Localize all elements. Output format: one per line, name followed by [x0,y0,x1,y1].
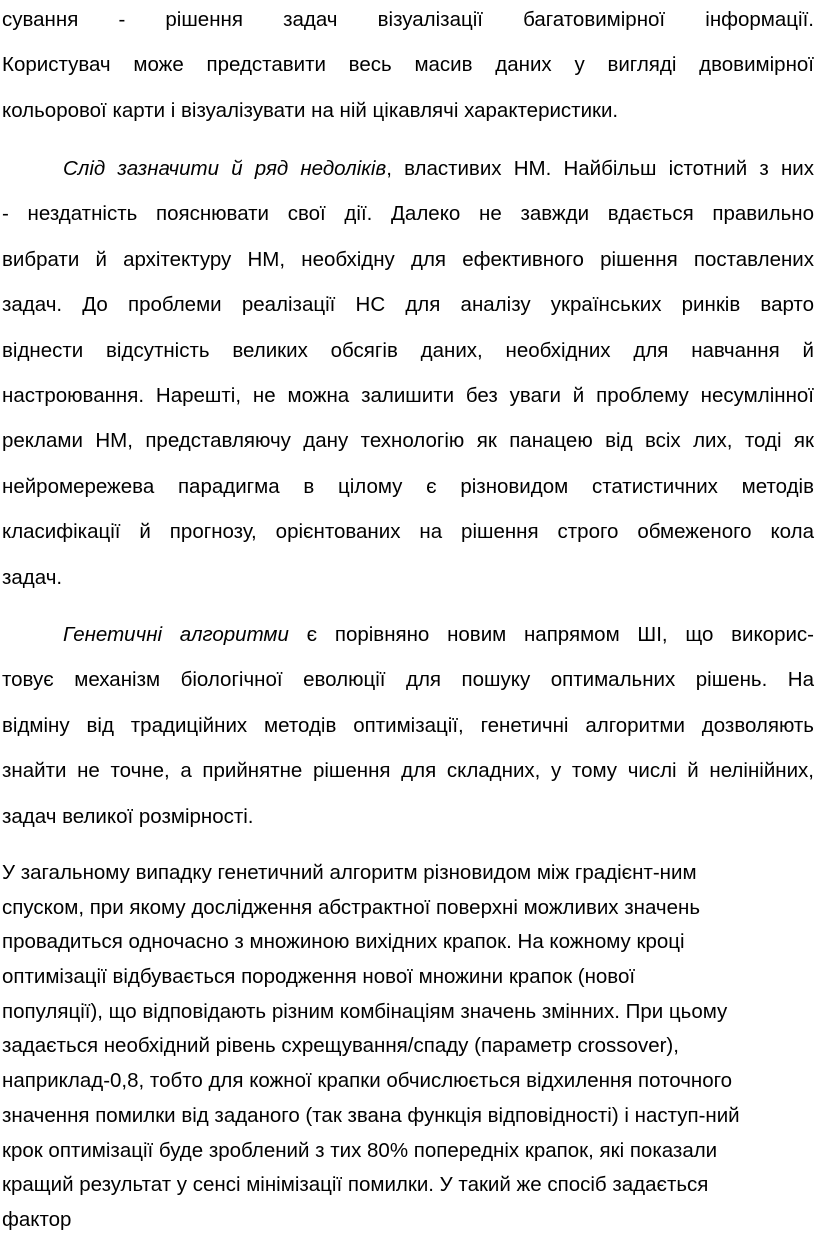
text-line: задач. [2,565,63,589]
text-line: вибрати й архітектуру НМ, необхідну для ефективного рішення поставлених [2,247,814,271]
text-line: наприклад-0,8, тобто для кожної крапки обчислюється відхилення поточного [2,1069,733,1093]
text-line: крок оптимізації буде зроблений з тих 80% попередніх крапок, які показали [2,1138,718,1162]
paragraph-2 [2,146,814,600]
italic-lead: Генетичні алгоритми [63,623,289,646]
text-line: популяції), що відповідають різним комбінаціям значень змінних. При цьому [2,999,728,1023]
paragraph-3 [2,612,814,839]
text-line: значення помилки від заданого (так звана функція відповідності) і наступ-ний [2,1103,740,1127]
text-line: відміну від традиційних методів оптимізації, генетичні алгоритми дозволяють [2,713,814,737]
text-line: У загальному випадку генетичний алгоритм різновидом між градієнт-ним [2,861,697,884]
text-line: реклами НМ, представляючу дану технологію як панацею від всіх лих, тоді як [2,429,814,453]
text-line [2,612,814,657]
document-page [2,0,814,1254]
text-line: кольорової карти і візуалізувати на ній цікавлячі характеристики. [2,98,619,122]
paragraph-4 [2,856,814,1238]
text-line: сування - рішення задач візуалізації багатовимірної інформації. [2,8,814,31]
text-line: спуском, при якому дослідження абстрактної поверхні можливих значень [2,895,701,919]
text-line [2,146,814,191]
text-line: віднести відсутність великих обсягів даних, необхідних для навчання й [2,338,814,362]
text-line: оптимізації відбувається породження нової множини крапок (нової [2,965,636,989]
text-line: фактор [2,1207,72,1231]
text-line: задач. До проблеми реалізації НС для аналізу українських ринків варто [2,293,814,317]
text-line: настроювання. Нарешті, не можна залишити без уваги й проблему несумлінної [2,383,814,407]
text-line: знайти не точне, а прийнятне рішення для складних, у тому числі й нелінійних, [2,759,814,783]
text-line: провадиться одночасно з множиною вихідних крапок. На кожному кроці [2,930,685,954]
italic-lead: Слід зазначити й ряд недоліків [63,157,387,180]
text-line: товує механізм біологічної еволюції для пошуку оптимальних рішень. На [2,668,814,692]
text-segment: є порівняно новим напрямом ШІ, що викорис- [288,623,814,646]
text-line: задається необхідний рівень схрещування/спаду (параметр crossover), [2,1034,679,1058]
text-line: Користувач може представити весь масив даних у вигляді двовимірної [2,53,814,77]
text-line: нейромережева парадигма в цілому є різновидом статистичних методів [2,474,814,498]
paragraph-1 [2,0,814,133]
text-segment: , властивих НМ. Найбільш істотний з них [386,157,814,180]
text-line: задач великої розмірності. [2,804,254,828]
text-line: - нездатність пояснювати свої дії. Далеко не завжди вдається правильно [2,202,814,226]
text-line: класифікації й прогнозу, орієнтованих на рішення строго обмеженого кола [2,520,814,544]
text-line: кращий результат у сенсі мінімізації помилки. У такий же спосіб задається [2,1173,709,1197]
